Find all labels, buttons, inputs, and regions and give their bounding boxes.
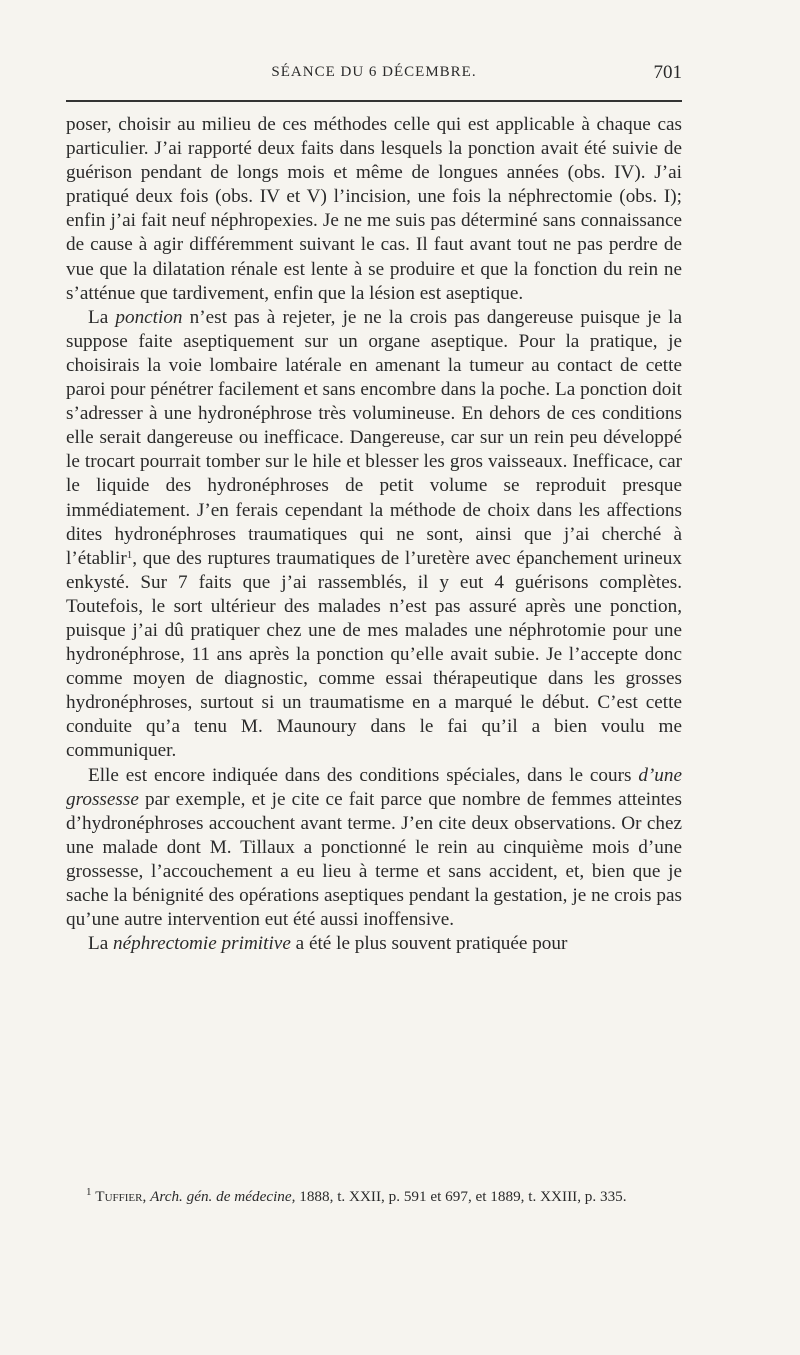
paragraph-1 (66, 113, 682, 306)
paragraph-4 (66, 932, 682, 956)
footnote-author: Tuffier, (95, 1188, 147, 1205)
footnote-ref: 1 (126, 548, 133, 561)
paragraph-3 (66, 764, 682, 933)
paragraph-1-text: poser, choisir au milieu de ces méthodes celle qui est applicable à chaque cas particulier. J’ai rapporté deux faits dans lesquels la ponction avait été suivie de guérison pendant de longs mois et même de longues années (obs. IV). J’ai pratiqué deux fois (obs. IV et V) l’incision, une fois la néphrectomie (obs. I); enfin j’ai fait neuf néphropexies. Je ne me suis pas déterminé sans connaissance de cause à agir différemment suivant le cas. Il faut avant tout ne pas perdre de vue que la dilatation rénale est lente à se produire et que la fonction du rein ne s’atténue que tardivement, enfin que la lésion est aseptique. (66, 114, 682, 304)
paragraph-2-text-b: n’est pas à rejeter, je ne la crois pas dangereuse puisque je la suppose faite aseptiquement sur un organe aseptique. Pour la pratique, je choisirais la voie lombaire latérale en amenant la tumeur au contact de cette paroi pour pénétrer facilement et sans encombre dans la poche. La ponction doit s’adresser à une hydronéphrose très volumineuse. En dehors de ces conditions elle serait dangereuse ou inefficace. Dangereuse, car sur un rein peu développé le trocart pourrait tomber sur le hile et blesser les gros vaisseaux. Inefficace, car le liquide des hydronéphroses de petit volume se reproduit presque immédiatement. J’en ferais cependant la méthode de choix dans les affections dites hydronéphroses traumatiques qui ne sont, ainsi que j’ai cherché à l’établir (66, 306, 682, 569)
page-number: 701 (653, 62, 682, 83)
footnote-journal: Arch. gén. de médecine, (150, 1188, 296, 1205)
paragraph-3-text-b: par exemple, et je cite ce fait parce que nombre de femmes atteintes d’hydronéphroses accouchent avant terme. J’en cite deux observations. Or chez une malade dont M. Tillaux a ponctionné le rein au cinquième mois d’une grossesse, l’accouchement a eu lieu à terme et sans accident, et, bien que je sache la bénignité des opérations aseptiques pendant la gestation, je ne crois pas qu’une autre intervention eut été aussi inoffensive. (66, 788, 682, 931)
page-header (66, 62, 682, 90)
body-text (66, 113, 682, 956)
header-rule (66, 100, 682, 102)
paragraph-4-text-a: La (88, 933, 114, 955)
term-ponction: ponction (115, 306, 183, 328)
footnote (66, 1186, 682, 1207)
paragraph-2-text-c: , que des ruptures traumatiques de l’uretère avec épanchement urineux enkysté. Sur 7 faits que j’ai rassemblés, il y eut 4 guérisons complètes. Toutefois, le sort ultérieur des malades n’est pas assuré après une ponction, puisque j’ai dû pratiquer chez une de mes malades une néphrotomie pour une hydronéphrose, 11 ans après la ponction qu’elle avait subie. Je l’accepte donc comme moyen de diagnostic, comme essai thérapeutique dans les grosses hydronéphroses, surtout si un traumatisme en a marqué le début. C’est cette conduite qu’a tenu M. Maunoury dans le fai qu’il a bien voulu me communiquer. (66, 547, 682, 762)
footnote-citation: 1888, t. XXII, p. 591 et 697, et 1889, t. XXIII, p. 335. (295, 1188, 627, 1205)
running-head: SÉANCE DU 6 DÉCEMBRE. (271, 64, 477, 80)
term-nephrectomie: néphrectomie primitive (113, 933, 291, 955)
paragraph-3-text-a: Elle est encore indiquée dans des conditions spéciales, dans le cours (88, 764, 639, 786)
paragraph-2 (66, 306, 682, 764)
paragraph-2-text-a: La (88, 306, 116, 328)
paragraph-4-text-b: a été le plus souvent pratiquée pour (290, 933, 568, 955)
footnote-marker: 1 (86, 1185, 92, 1198)
term-grossesse: d’une grossesse (66, 764, 682, 810)
